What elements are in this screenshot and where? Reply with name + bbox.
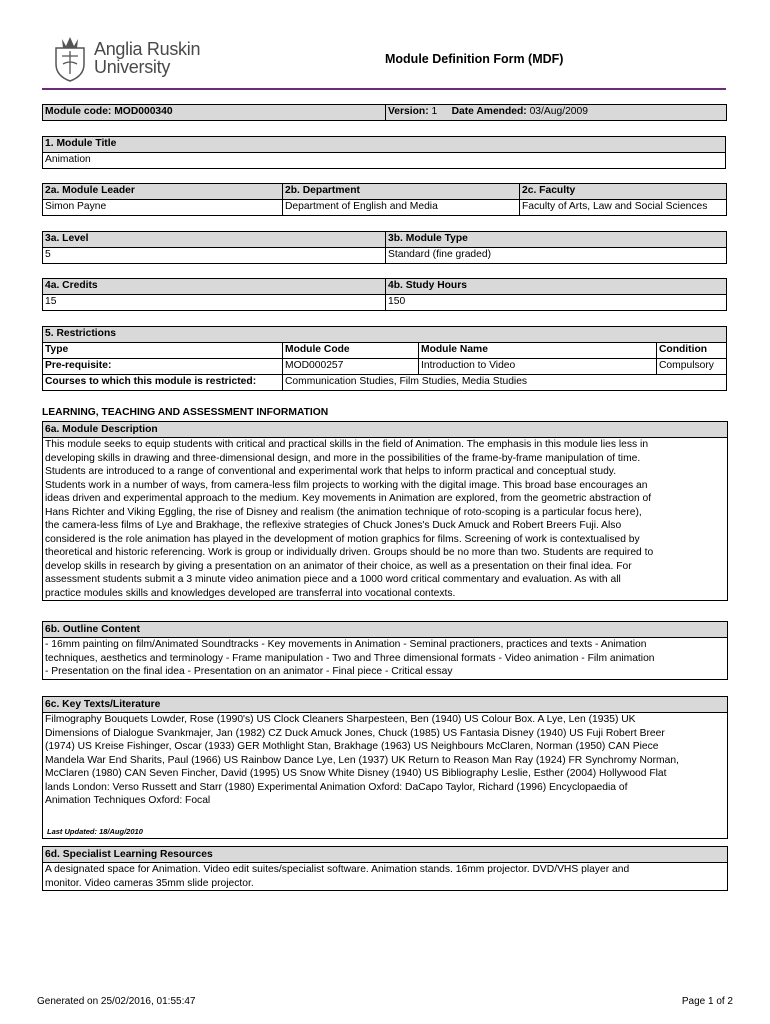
page-number: Page 1 of 2 bbox=[681, 996, 733, 1007]
description-line: practice modules skills and knowledges developed are transferral into vocational contexts. bbox=[45, 587, 456, 599]
description-line: the camera-less films of Lye and Brakhage, the reflexive strategies of Chuck Jones's Duck Amuck and Robert Breers Fuji. Also bbox=[45, 520, 622, 531]
texts-line: Mandela War End Sharits, Paul (1966) US Rainbow Dance Lye, Len (1937) UK Return to Reason Man Ray (1924) FR Synchromy Norman, bbox=[45, 754, 679, 766]
department-value: Department of English and Media bbox=[283, 200, 520, 216]
courses-value: Communication Studies, Film Studies, Media Studies bbox=[283, 375, 727, 391]
texts-line: McClaren (1980) CAN Seven Fincher, David (1995) US Snow White Disney (1940) US Bibliography Leslie, Esther (2004) Hollywood Flat bbox=[45, 768, 667, 779]
module-description-header: 6a. Module Description bbox=[43, 422, 727, 438]
form-title: Module Definition Form (MDF) bbox=[385, 52, 564, 66]
key-texts-section bbox=[42, 696, 728, 839]
credits-section bbox=[42, 278, 726, 311]
university-logo bbox=[50, 34, 200, 82]
description-line: theoretical and historic referencing. Work is group or individually driven. Groups should be no more than two. Students are required to bbox=[45, 547, 654, 558]
study-hours-value: 150 bbox=[386, 295, 727, 311]
prereq-name: Introduction to Video bbox=[419, 359, 657, 375]
resources-line: A designated space for Animation. Video edit suites/specialist software. Animation stands. 16mm projector. DVD/VHS player and bbox=[45, 864, 630, 875]
col-module-name: Module Name bbox=[419, 343, 657, 359]
texts-line: Filmography Bouquets Lowder, Rose (1990's) US Clock Cleaners Sharpesteen, Ben (1940) US Colour Box. A Lye, Len (1935) UK bbox=[45, 714, 636, 725]
description-line: This module seeks to equip students with critical and practical skills in the field of Animation. The emphasis in this module lies less in bbox=[45, 439, 649, 450]
restrictions-section bbox=[42, 326, 726, 391]
module-code: MOD000340 bbox=[114, 106, 173, 117]
faculty-header: 2c. Faculty bbox=[520, 184, 727, 200]
generated-timestamp: Generated on 25/02/2016, 01:55:47 bbox=[37, 996, 196, 1007]
description-line: ideas driven and experimental approach to the medium. Key movements in Animation are explored, from the geometric abstraction of bbox=[45, 493, 652, 504]
resources-line: monitor. Video cameras 35mm slide projector. bbox=[45, 877, 254, 889]
prereq-code: MOD000257 bbox=[283, 359, 419, 375]
outline-content-header: 6b. Outline Content bbox=[43, 622, 727, 638]
leader-section bbox=[42, 183, 726, 216]
learning-resources-header: 6d. Specialist Learning Resources bbox=[43, 847, 727, 863]
level-header: 3a. Level bbox=[43, 232, 386, 248]
texts-line: Animation Techniques Oxford: Focal bbox=[45, 795, 211, 806]
col-condition: Condition bbox=[657, 343, 727, 359]
key-texts-header: 6c. Key Texts/Literature bbox=[43, 697, 727, 713]
texts-line: (1974) US Kreise Fishinger, Oscar (1933) GER Mothlight Stan, Brakhage (1963) US Neighbours McClaren, Norman (1950) CAN Piece bbox=[45, 741, 659, 752]
module-type-value: Standard (fine graded) bbox=[386, 248, 727, 264]
module-code-cell bbox=[43, 105, 386, 121]
header-rule bbox=[42, 88, 726, 90]
module-code-label: Module code: bbox=[45, 106, 112, 117]
date-label: Date Amended: bbox=[451, 106, 527, 117]
description-line: Hans Richter and Viking Eggling, the rise of Disney and realism (the animation technique of roto-scoping is a particular focus here), bbox=[45, 506, 642, 518]
restrictions-header: 5. Restrictions bbox=[43, 327, 727, 343]
level-section bbox=[42, 231, 726, 264]
prereq-label: Pre-requisite: bbox=[43, 359, 283, 375]
description-line: Students work in a number of ways, from camera-less film projects to working with the digital image. This broad base encourages an bbox=[45, 479, 648, 491]
faculty-value: Faculty of Arts, Law and Social Sciences bbox=[520, 200, 727, 216]
learning-resources-section bbox=[42, 846, 728, 891]
version-cell bbox=[386, 105, 727, 121]
version-value: 1 bbox=[431, 106, 438, 117]
description-line: Students are introduced to a range of conventional and experimental work that helps to inform practical and conceptual study. bbox=[45, 466, 617, 477]
logo-line-2: University bbox=[94, 57, 171, 77]
last-updated: Last Updated: 18/Aug/2010 bbox=[47, 826, 143, 836]
col-type: Type bbox=[43, 343, 283, 359]
credits-value: 15 bbox=[43, 295, 386, 311]
study-hours-header: 4b. Study Hours bbox=[386, 279, 727, 295]
col-module-code: Module Code bbox=[283, 343, 419, 359]
key-texts-body bbox=[43, 713, 727, 838]
department-header: 2b. Department bbox=[283, 184, 520, 200]
leader-header: 2a. Module Leader bbox=[43, 184, 283, 200]
module-row bbox=[42, 104, 726, 121]
level-value: 5 bbox=[43, 248, 386, 264]
outline-content-section bbox=[42, 621, 728, 680]
texts-line: Dimensions of Dialogue Svankmajer, Jan (1982) CZ Duck Amuck Jones, Chuck (1985) US Fantasia Disney (1940) US Fuji Robert Breer bbox=[45, 727, 665, 739]
description-line: develop skills in research by giving a presentation on an animator of their choice, as well as a presentation on their final idea. For bbox=[45, 560, 632, 572]
module-description-body bbox=[43, 438, 727, 600]
courses-label: Courses to which this module is restricted: bbox=[43, 375, 283, 391]
description-line: assessment students submit a 3 minute video animation piece and a 1000 word critical commentary and evaluation. As with all bbox=[45, 574, 621, 585]
leader-value: Simon Payne bbox=[43, 200, 283, 216]
module-title-value: Animation bbox=[43, 153, 726, 169]
module-title-section bbox=[42, 136, 726, 169]
description-line: considered is the role animation has played in the development of motion graphics for films. Screening of work is contextualised by bbox=[45, 533, 640, 545]
version-label: Version: bbox=[388, 106, 429, 117]
crest-icon bbox=[50, 34, 90, 82]
logo-line-1: Anglia Ruskin bbox=[94, 39, 201, 59]
learning-resources-body bbox=[43, 863, 727, 890]
module-type-header: 3b. Module Type bbox=[386, 232, 727, 248]
date-value: 03/Aug/2009 bbox=[529, 106, 588, 117]
outline-line: techniques, aesthetics and terminology - Frame manipulation - Two and Three dimensional formats - Video animation - Film animation bbox=[45, 652, 655, 664]
texts-line: lands London: Verso Russett and Starr (1980) Experimental Animation Oxford: DaCapo Taylor, Richard (1996) Encyclopaedia of bbox=[45, 781, 628, 793]
prereq-condition: Compulsory bbox=[657, 359, 727, 375]
module-description-section bbox=[42, 421, 728, 601]
module-title-header: 1. Module Title bbox=[43, 137, 726, 153]
outline-line: - 16mm painting on film/Animated Soundtracks - Key movements in Animation - Seminal practioners, practices and texts - Animation bbox=[45, 639, 647, 650]
lta-heading: LEARNING, TEACHING AND ASSESSMENT INFORMATION bbox=[42, 407, 329, 418]
credits-header: 4a. Credits bbox=[43, 279, 386, 295]
description-line: developing skills in drawing and three-dimensional design, and more in the possibilities of the frame-by-frame manipulation of time. bbox=[45, 452, 641, 464]
outline-content-body bbox=[43, 638, 727, 679]
outline-line: - Presentation on the final idea - Presentation on an animator - Final piece - Critical essay bbox=[45, 666, 453, 677]
